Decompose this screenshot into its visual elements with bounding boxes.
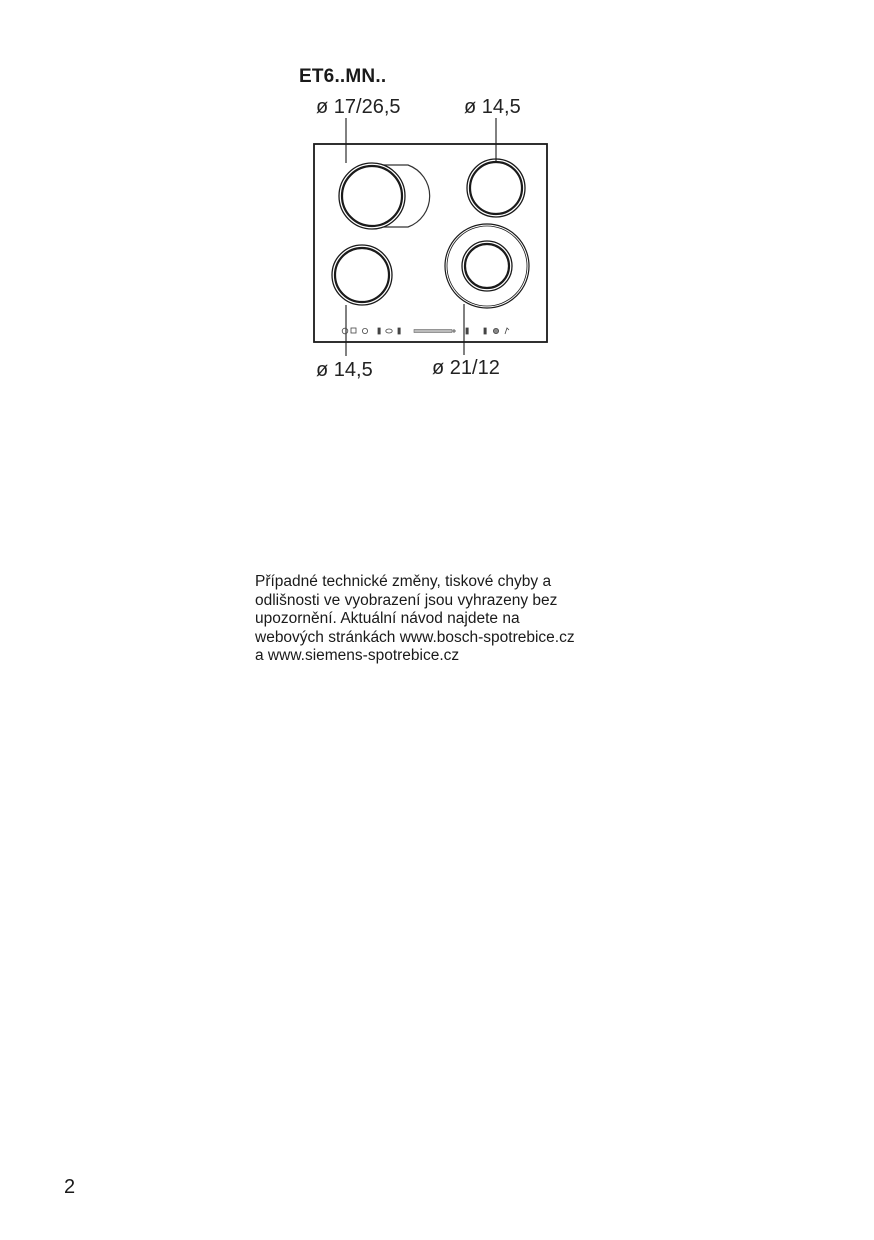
dual-zone-icon: [493, 328, 498, 333]
dimension-label-top-left: ø 17/26,5: [316, 96, 401, 118]
heat-indicator-icon: [398, 328, 400, 334]
disclaimer-line: a www.siemens-spotrebice.cz: [255, 647, 460, 664]
disclaimer-line: webových stránkách www.bosch-spotrebice.cz: [255, 628, 575, 646]
page-number: 2: [64, 1176, 76, 1198]
dimension-label-top-right: ø 14,5: [464, 96, 521, 118]
dimension-label-bottom-left: ø 14,5: [316, 359, 373, 381]
dimension-label-bottom-right: ø 21/12: [432, 357, 500, 379]
heat-indicator-icon: [378, 328, 380, 334]
burner-top-left-outer: [339, 163, 405, 229]
disclaimer-line: odlišnosti ve vyobrazení jsou vyhrazeny bez: [255, 591, 558, 609]
disclaimer: [255, 573, 635, 666]
heat-indicator-icon: [466, 328, 468, 334]
model-title: ET6..MN..: [299, 66, 387, 87]
hob-diagram: [0, 0, 874, 420]
disclaimer-line: Případné technické změny, tiskové chyby a: [255, 573, 552, 590]
heat-indicator-icon: [484, 328, 486, 334]
disclaimer-line: upozornění. Aktuální návod najdete na: [255, 610, 520, 627]
power-slider: [414, 330, 452, 333]
